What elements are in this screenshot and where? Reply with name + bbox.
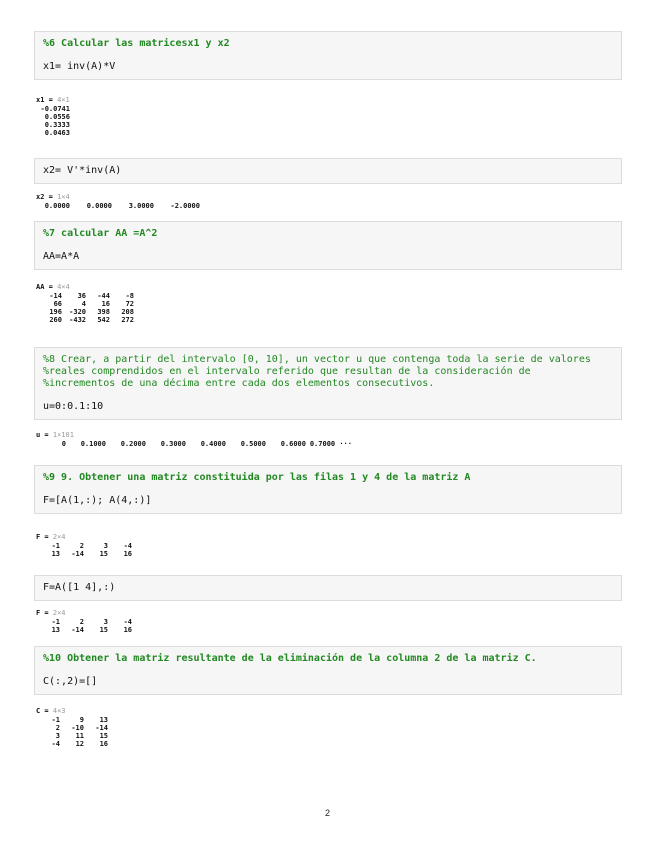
code-comment-line: %10 Obtener la matriz resultante de la eliminación de la columna 2 de la matriz C. [43,653,537,664]
matrix-dimensions: 1×4 [57,193,70,201]
matrix-dimensions: 1×101 [52,431,74,439]
matrix-cell: 0.0463 [44,129,70,137]
equals-sign: = [44,193,58,201]
matrix-cell: 66 [53,300,62,308]
matrix-row [36,292,134,300]
matrix-cell: 16 [99,740,108,748]
output-header [36,193,200,202]
matrix-row [36,724,108,732]
variable-name: AA [36,283,45,291]
code-comment-line: %reales comprendidos en el intervalo referido que resultan de la consideración de [43,366,531,377]
matrix-row [36,308,134,316]
equals-sign: = [40,533,53,541]
matrix-cell: 208 [121,308,134,316]
code-cell[interactable] [34,347,622,420]
code-cell[interactable] [34,221,622,270]
output-header [36,431,352,440]
matrix-cell: 36 [77,292,86,300]
code-statement-line: x2= V'*inv(A) [43,165,122,176]
matrix-row [36,129,70,137]
equals-sign: = [40,609,53,617]
matrix-cell: -1 [51,618,60,626]
matrix-cell: -14 [95,724,108,732]
matrix-cell: 15 [99,626,108,634]
code-blank-line [43,484,613,495]
matrix-cell: -320 [69,308,86,316]
matrix-cell: -10 [71,724,84,732]
matrix-cell: 0.0000 [44,202,70,210]
matrix-cell: 0.5000 [240,440,266,448]
matrix-cell: 0.0000 [86,202,112,210]
code-statement-line: F=A([1 4],:) [43,582,116,593]
matrix-cell: 13 [51,550,60,558]
output-header [36,283,134,292]
output-header [36,707,108,716]
matrix-cell: 0.7000 ··· [309,440,352,448]
variable-name: F [36,533,41,541]
matrix-cell: 72 [125,300,134,308]
code-statement-line: u=0:0.1:10 [43,401,104,412]
matrix-cell: 196 [49,308,62,316]
matrix-row [36,618,132,626]
matrix-cell: 3 [103,542,108,550]
code-statement-line: C(:,2)=[] [43,676,98,687]
code-cell[interactable] [34,158,622,184]
output-header [36,609,132,618]
output-header [36,533,132,542]
code-cell[interactable] [34,31,622,80]
matrix-cell: -0.0741 [40,105,70,113]
page-number: 2 [324,808,330,818]
equals-sign: = [40,431,53,439]
matrix-cell: -8 [125,292,134,300]
matrix-cell: 3 [103,618,108,626]
code-blank-line [43,240,613,251]
output-AA [36,283,134,324]
code-comment-line: %9 9. Obtener una matriz constituida por las filas 1 y 4 de la matriz A [43,472,471,483]
matrix-cell: 0 [61,440,66,448]
code-cell[interactable] [34,646,622,695]
matrix-row [36,716,108,724]
matrix-dimensions: 4×1 [57,96,70,104]
output-F [36,609,132,634]
matrix-cell: 542 [97,316,110,324]
output-x1 [36,96,70,137]
matrix-cell: -1 [51,542,60,550]
output-F [36,533,132,558]
matrix-cell: 15 [99,732,108,740]
matrix-cell: 2 [55,724,60,732]
equals-sign: = [44,96,58,104]
matrix-cell: -4 [51,740,60,748]
matrix-cell: 0.2000 [120,440,146,448]
matrix-cell: 13 [99,716,108,724]
matrix-cell: -4 [123,618,132,626]
code-blank-line [43,50,613,61]
matrix-cell: 16 [123,550,132,558]
matrix-cell: 3.0000 [128,202,154,210]
code-comment-line: %incrementos de una décima entre cada dos elementos consecutivos. [43,378,435,389]
output-x2 [36,193,200,210]
matrix-cell: 0.6000 [280,440,306,448]
matrix-dimensions: 2×4 [52,609,66,617]
matrix-cell: -1 [51,716,60,724]
code-statement-line: x1= inv(A)*V [43,61,116,72]
code-cell[interactable] [34,465,622,514]
matrix-row [36,732,108,740]
matrix-row [36,316,134,324]
code-comment-line: %6 Calcular las matricesx1 y x2 [43,38,230,49]
variable-name: C [36,707,41,715]
matrix-row [36,300,134,308]
matrix-row [36,202,200,210]
matrix-cell: 16 [123,626,132,634]
variable-name: x1 [36,96,45,104]
variable-name: F [36,609,41,617]
matrix-row [36,550,132,558]
output-header [36,96,70,105]
matrix-cell: -14 [71,626,84,634]
matrix-cell: 260 [49,316,62,324]
matrix-row [36,113,70,121]
matrix-cell: 2 [79,618,84,626]
matrix-cell: 15 [99,550,108,558]
matrix-cell: 3 [55,732,60,740]
matrix-row [36,740,108,748]
matrix-cell: 0.1000 [80,440,106,448]
matrix-cell: 0.0556 [44,113,70,121]
matrix-row [36,105,70,113]
code-blank-line [43,390,613,401]
matrix-cell: 4 [81,300,86,308]
matrix-row [36,626,132,634]
code-blank-line [43,665,613,676]
matrix-cell: -44 [97,292,110,300]
code-statement-line: F=[A(1,:); A(4,:)] [43,495,152,506]
matrix-cell: 13 [51,626,60,634]
matrix-cell: 2 [79,542,84,550]
matrix-dimensions: 4×4 [57,283,70,291]
matrix-row [36,440,352,448]
matrix-dimensions: 2×4 [52,533,66,541]
matrix-cell: 16 [101,300,110,308]
output-u [36,431,352,448]
matrix-cell: -14 [49,292,62,300]
equals-sign: = [44,283,58,291]
code-comment-line: %7 calcular AA =A^2 [43,228,158,239]
matrix-cell: 9 [79,716,84,724]
matrix-cell: 272 [121,316,134,324]
code-statement-line: AA=A*A [43,251,80,262]
matrix-row [36,542,132,550]
matrix-row [36,121,70,129]
matrix-cell: 398 [97,308,110,316]
matrix-cell: 11 [75,732,84,740]
matrix-cell: -432 [69,316,86,324]
equals-sign: = [40,707,53,715]
matrix-cell: -14 [71,550,84,558]
matrix-cell: 12 [75,740,84,748]
matrix-dimensions: 4×3 [52,707,66,715]
matrix-cell: -4 [123,542,132,550]
matrix-cell: 0.3000 [160,440,186,448]
matrix-cell: -2.0000 [170,202,200,210]
variable-name: u [36,431,41,439]
output-C [36,707,108,748]
variable-name: x2 [36,193,45,201]
matrix-cell: 0.4000 [200,440,226,448]
code-comment-line: %8 Crear, a partir del intervalo [0, 10], un vector u que contenga toda la serie de valores [43,354,591,365]
code-cell[interactable] [34,575,622,601]
matrix-cell: 0.3333 [44,121,70,129]
